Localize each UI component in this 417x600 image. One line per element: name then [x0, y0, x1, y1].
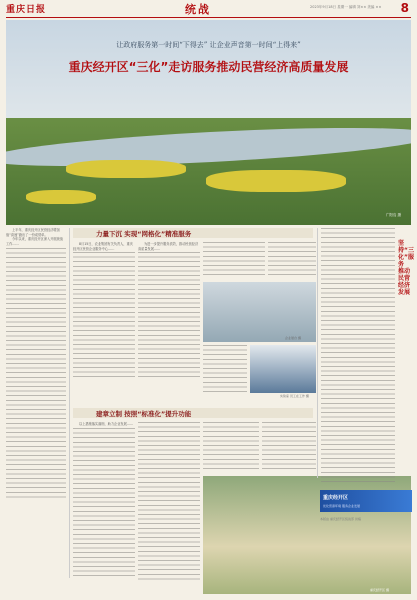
rapeseed-field [26, 190, 96, 204]
text-lines [138, 422, 200, 580]
section-header-text: 建章立制 按照“标准化”提升功能 [96, 410, 192, 418]
paragraph: 以上措施落实落细，助力企业发展…… [79, 422, 134, 426]
booth-photo [203, 282, 316, 342]
text-column [268, 242, 316, 277]
text-lines [262, 422, 316, 472]
header-rule [6, 17, 411, 18]
banner-title: 重庆经开区 [323, 495, 349, 501]
dateline: 2023年9月18日 星期一 编辑 刘×× 美编 ×× [310, 5, 382, 9]
text-column [203, 345, 247, 393]
text-column [262, 422, 316, 472]
text-lines [138, 252, 200, 377]
text-column [73, 242, 135, 377]
text-lines [203, 422, 259, 472]
paragraph: 为进一步提升服务质效，推动民营经济高质量发展…… [138, 242, 199, 251]
text-column [138, 242, 200, 377]
text-column [203, 242, 265, 277]
sidebar-paragraph: 上半年，重庆经开区民营经济增加值“高速”跑出了一份成绩单。 [6, 228, 60, 237]
text-column [138, 422, 200, 580]
text-column [203, 422, 259, 472]
photo-caption: 企业展台 摄 [285, 336, 301, 340]
text-lines [203, 345, 247, 393]
rapeseed-field [66, 160, 186, 178]
text-lines [203, 242, 265, 277]
headline-title: 重庆经开区“三化”走访服务推动民营经济高质量发展 [68, 60, 349, 74]
banner-subtitle: 优化营商环境 服务企业发展 [323, 504, 360, 508]
photo-caption: 实验室 员工在工作 摄 [280, 394, 309, 398]
sidebar-column [6, 228, 66, 528]
column-divider [69, 228, 70, 578]
section-title: 统战 [185, 3, 211, 16]
text-column [73, 422, 135, 578]
photo-caption: 重庆经开区 摄 [370, 588, 389, 592]
text-lines [73, 252, 135, 377]
text-column [321, 228, 395, 483]
lab-photo [250, 345, 316, 393]
newspaper-logo: 重庆日报 [6, 5, 47, 15]
paragraph: 8月15日，农业集团有关负责人，重庆经开区民营企业服务中心…… [73, 242, 133, 251]
vertical-title: 坚持“三化”服务 推动民营经济发展 [398, 240, 414, 296]
rapeseed-field [206, 170, 346, 192]
text-lines [268, 242, 316, 277]
credit-line: 本版由 重庆经开区统战部 供稿 [320, 517, 361, 521]
photo-caption: 广阳岛 摄 [385, 213, 401, 217]
hero-photo [6, 20, 411, 225]
section-header-text: 力量下沉 实现“网格化”精准服务 [96, 230, 192, 238]
text-lines [73, 428, 135, 578]
headline-subtitle: 让政府服务第一时间“下得去” 让企业声音第一时间“上得来” [116, 41, 301, 49]
column-divider [317, 228, 318, 478]
text-lines [6, 248, 66, 498]
page-number: 8 [400, 1, 409, 15]
text-lines [321, 228, 395, 483]
sidebar-paragraph: 今年以来，重庆经开区深入开展统战工作…… [6, 237, 63, 246]
